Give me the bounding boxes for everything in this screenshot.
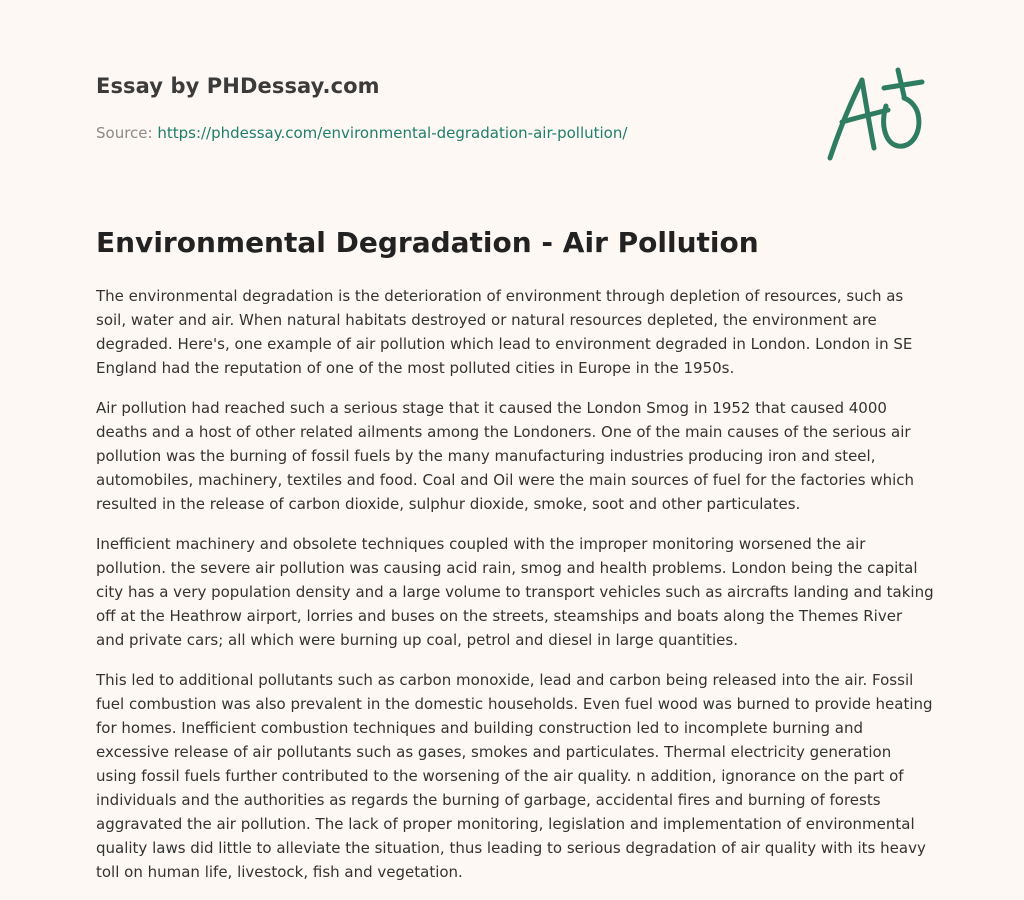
paragraph: The environmental degradation is the deterioration of environment through depletion of resources, such as soil, water and air. When natural habitats destroyed or natural resources depleted, the environment are degraded. Here's, one example of air pollution which lead to environment degraded in London. London in SE England had the reputation of one of the most polluted cities in Europe in the 1950s. <box>96 287 913 377</box>
source-label: Source: <box>96 124 158 142</box>
paragraph: Air pollution had reached such a serious stage that it caused the London Smog in 1952 that caused 4000 deaths and a host of other related ailments among the Londoners. One of the main causes of the serious air pollution was the burning of fossil fuels by the many manufacturing industries producing iron and steel, automobiles, machinery, textiles and food. Coal and Oil were the main sources of fuel for the factories which resulted in the release of carbon dioxide, sulphur dioxide, smoke, soot and other particulates. <box>96 399 915 513</box>
brand-title: Essay by PHDessay.com <box>96 74 380 98</box>
paragraph: This led to additional pollutants such as carbon monoxide, lead and carbon being released into the air. Fossil fuel combustion was also prevalent in the domestic households. Even fuel wood was burned to provide heating for homes. Inefficient combustion techniques and building construction led to incomplete burning and excessive release of air pollutants such as gases, smokes and particulates. Thermal electricity generation using fossil fuels further contributed to the worsening of the air quality. n addition, ignorance on the part of individuals and the authorities as regards the burning of garbage, accidental fires and burning of forests aggravated the air pollution. The lack of proper monitoring, legislation and implementation of environmental quality laws did little to alleviate the situation, thus leading to serious degradation of air quality with its heavy toll on human life, livestock, fish and vegetation. <box>96 671 933 881</box>
paragraph: Inefficient machinery and obsolete techniques coupled with the improper monitoring worsened the air pollution. the severe air pollution was causing acid rain, smog and health problems. London being the capital city has a very population density and a large volume to transport vehicles such as aircrafts landing and taking off at the Heathrow airport, lorries and buses on the streets, steamships and boats along the Themes River and private cars; all which were burning up coal, petrol and diesel in large quantities. <box>96 535 934 649</box>
article-body <box>96 284 934 900</box>
page-header <box>96 74 796 142</box>
a-plus-logo-icon <box>822 66 930 166</box>
source-link[interactable]: https://phdessay.com/environmental-degradation-air-pollution/ <box>157 124 628 142</box>
source-line <box>96 124 796 142</box>
article-title: Environmental Degradation - Air Pollution <box>96 226 759 259</box>
